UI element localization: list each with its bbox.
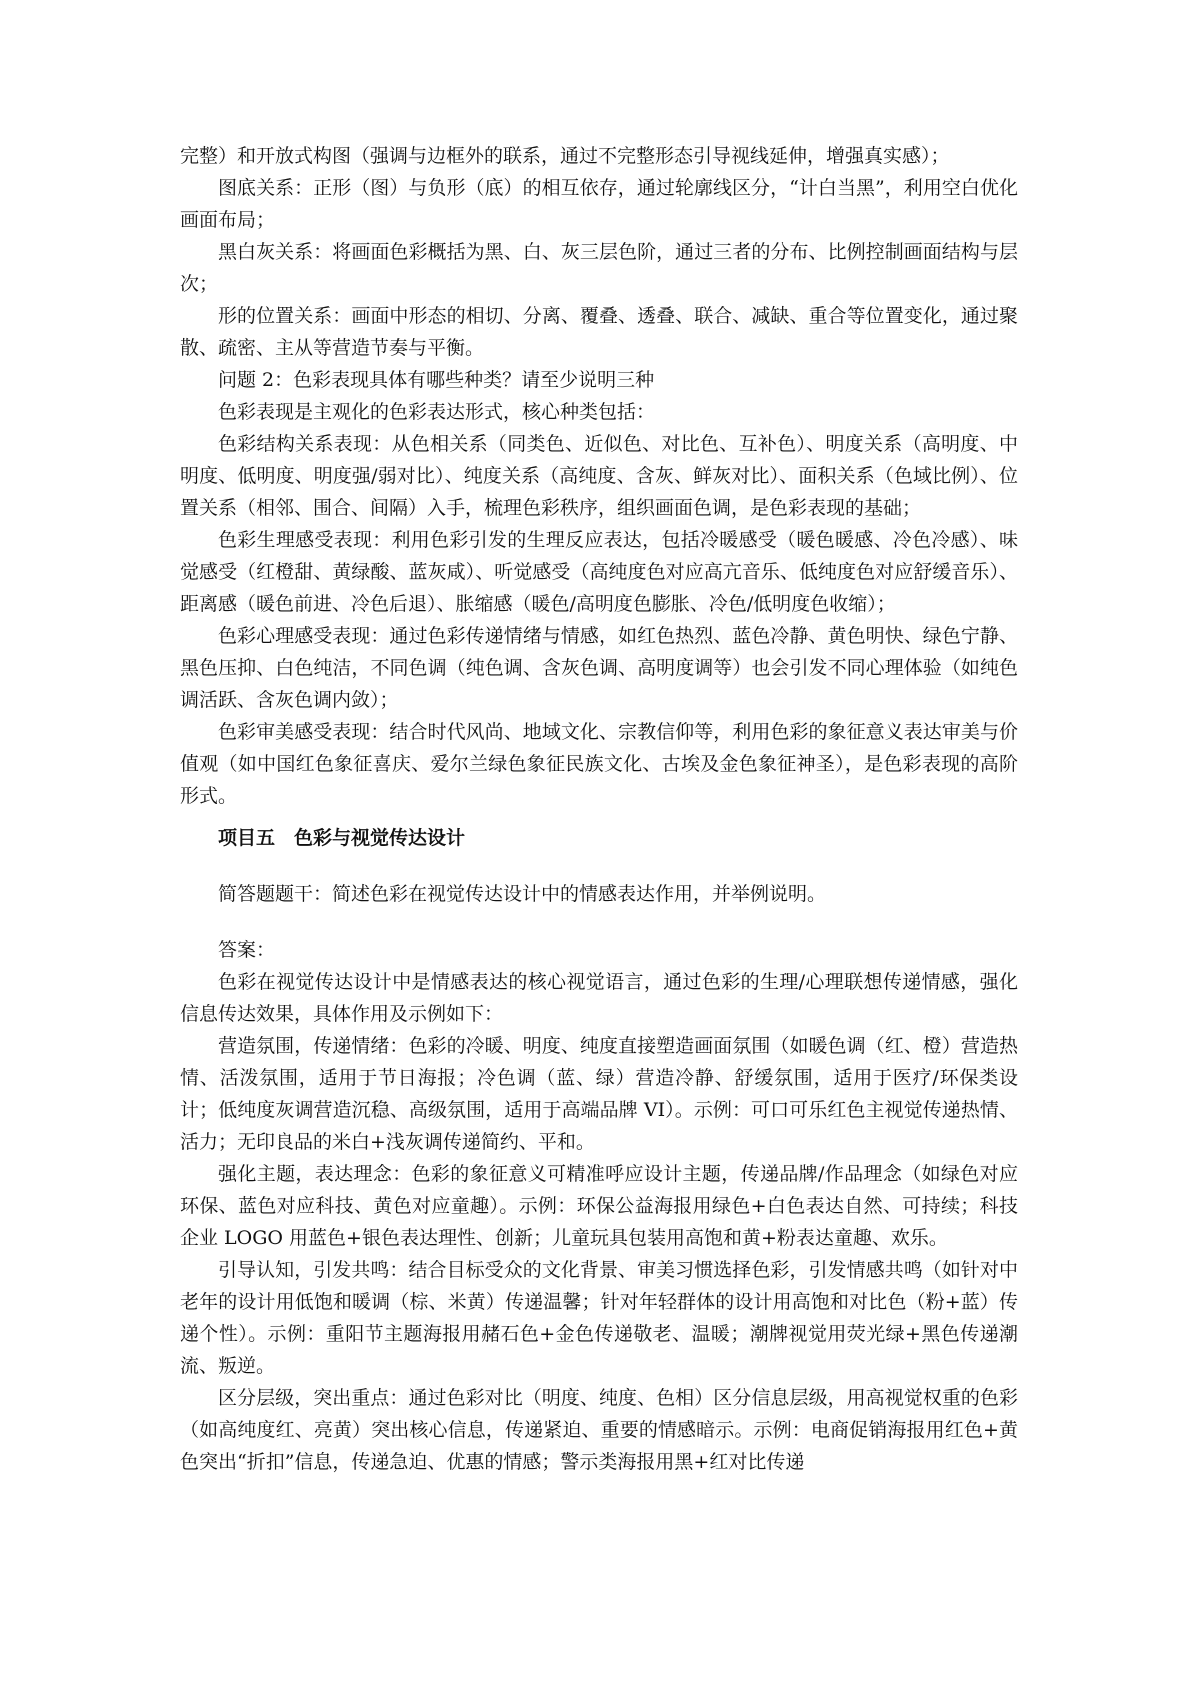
paragraph-color-physiology: 色彩生理感受表现：利用色彩引发的生理反应表达，包括冷暖感受（暖色暖感、冷色冷感）、味觉感受（红橙甜、黄绿酸、蓝灰咸）、听觉感受（高纯度色对应高亢音乐、低纯度色对应舒缓音乐）、距离感（暖色前进、冷色后退）、胀缩感（暖色/高明度色膨胀、冷色/低明度色收缩）； <box>180 529 1018 615</box>
paragraph-hierarchy: 区分层级，突出重点：通过色彩对比（明度、纯度、色相）区分信息层级，用高视觉权重的色彩（如高纯度红、亮黄）突出核心信息，传递紧迫、重要的情感暗示。示例：电商促销海报用红色+黄色突出“折扣”信息，传递急迫、优惠的情感；警示类海报用黑+红对比传递 <box>180 1387 1018 1473</box>
short-answer-question: 简答题题干：简述色彩在视觉传达设计中的情感表达作用，并举例说明。 <box>218 883 827 905</box>
paragraph-figure-ground: 图底关系：正形（图）与负形（底）的相互依存，通过轮廓线区分，“计白当黑”，利用空白优化画面布局； <box>180 177 1018 231</box>
paragraph-color-expression-intro: 色彩表现是主观化的色彩表达形式，核心种类包括： <box>218 401 656 423</box>
paragraph-answer-intro: 色彩在视觉传达设计中是情感表达的核心视觉语言，通过色彩的生理/心理联想传递情感，强化信息传达效果，具体作用及示例如下： <box>180 971 1018 1025</box>
paragraph-black-white-gray: 黑白灰关系：将画面色彩概括为黑、白、灰三层色阶，通过三者的分布、比例控制画面结构与层次； <box>180 241 1018 295</box>
paragraph-resonance: 引导认知，引发共鸣：结合目标受众的文化背景、审美习惯选择色彩，引发情感共鸣（如针对中老年的设计用低饱和暖调（棕、米黄）传递温馨；针对年轻群体的设计用高饱和对比色（粉+蓝）传递个性）。示例：重阳节主题海报用赭石色+金色传递敬老、温暖；潮牌视觉用荧光绿+黑色传递潮流、叛逆。 <box>180 1259 1018 1377</box>
paragraph-composition-continued: 完整）和开放式构图（强调与边框外的联系，通过不完整形态引导视线延伸，增强真实感）； <box>180 145 950 167</box>
paragraph-theme: 强化主题，表达理念：色彩的象征意义可精准呼应设计主题，传递品牌/作品理念（如绿色对应环保、蓝色对应科技、黄色对应童趣）。示例：环保公益海报用绿色+白色表达自然、可持续；科技企业 LOGO 用蓝色+银色表达理性、创新；儿童玩具包装用高饱和黄+粉表达童趣、欢乐。 <box>180 1163 1018 1249</box>
paragraph-color-psychology: 色彩心理感受表现：通过色彩传递情绪与情感，如红色热烈、蓝色冷静、黄色明快、绿色宁静、黑色压抑、白色纯洁，不同色调（纯色调、含灰色调、高明度调等）也会引发不同心理体验（如纯色调活跃、含灰色调内敛）； <box>180 625 1018 711</box>
document-page <box>180 140 1018 1478</box>
section-heading: 项目五 色彩与视觉传达设计 <box>218 827 466 849</box>
question-2: 问题 2：色彩表现具体有哪些种类？请至少说明三种 <box>218 369 655 391</box>
paragraph-color-aesthetics: 色彩审美感受表现：结合时代风尚、地域文化、宗教信仰等，利用色彩的象征意义表达审美与价值观（如中国红色象征喜庆、爱尔兰绿色象征民族文化、古埃及金色象征神圣），是色彩表现的高阶形式。 <box>180 721 1018 807</box>
paragraph-atmosphere: 营造氛围，传递情绪：色彩的冷暖、明度、纯度直接塑造画面氛围（如暖色调（红、橙）营造热情、活泼氛围，适用于节日海报；冷色调（蓝、绿）营造冷静、舒缓氛围，适用于医疗/环保类设计；低纯度灰调营造沉稳、高级氛围，适用于高端品牌 VI）。示例：可口可乐红色主视觉传递热情、活力；无印良品的米白+浅灰调传递简约、平和。 <box>180 1035 1018 1153</box>
paragraph-color-structure: 色彩结构关系表现：从色相关系（同类色、近似色、对比色、互补色）、明度关系（高明度、中明度、低明度、明度强/弱对比）、纯度关系（高纯度、含灰、鲜灰对比）、面积关系（色域比例）、位置关系（相邻、围合、间隔）入手，梳理色彩秩序，组织画面色调，是色彩表现的基础； <box>180 433 1018 519</box>
answer-label: 答案： <box>218 939 276 961</box>
paragraph-form-position: 形的位置关系：画面中形态的相切、分离、覆叠、透叠、联合、减缺、重合等位置变化，通过聚散、疏密、主从等营造节奏与平衡。 <box>180 305 1018 359</box>
